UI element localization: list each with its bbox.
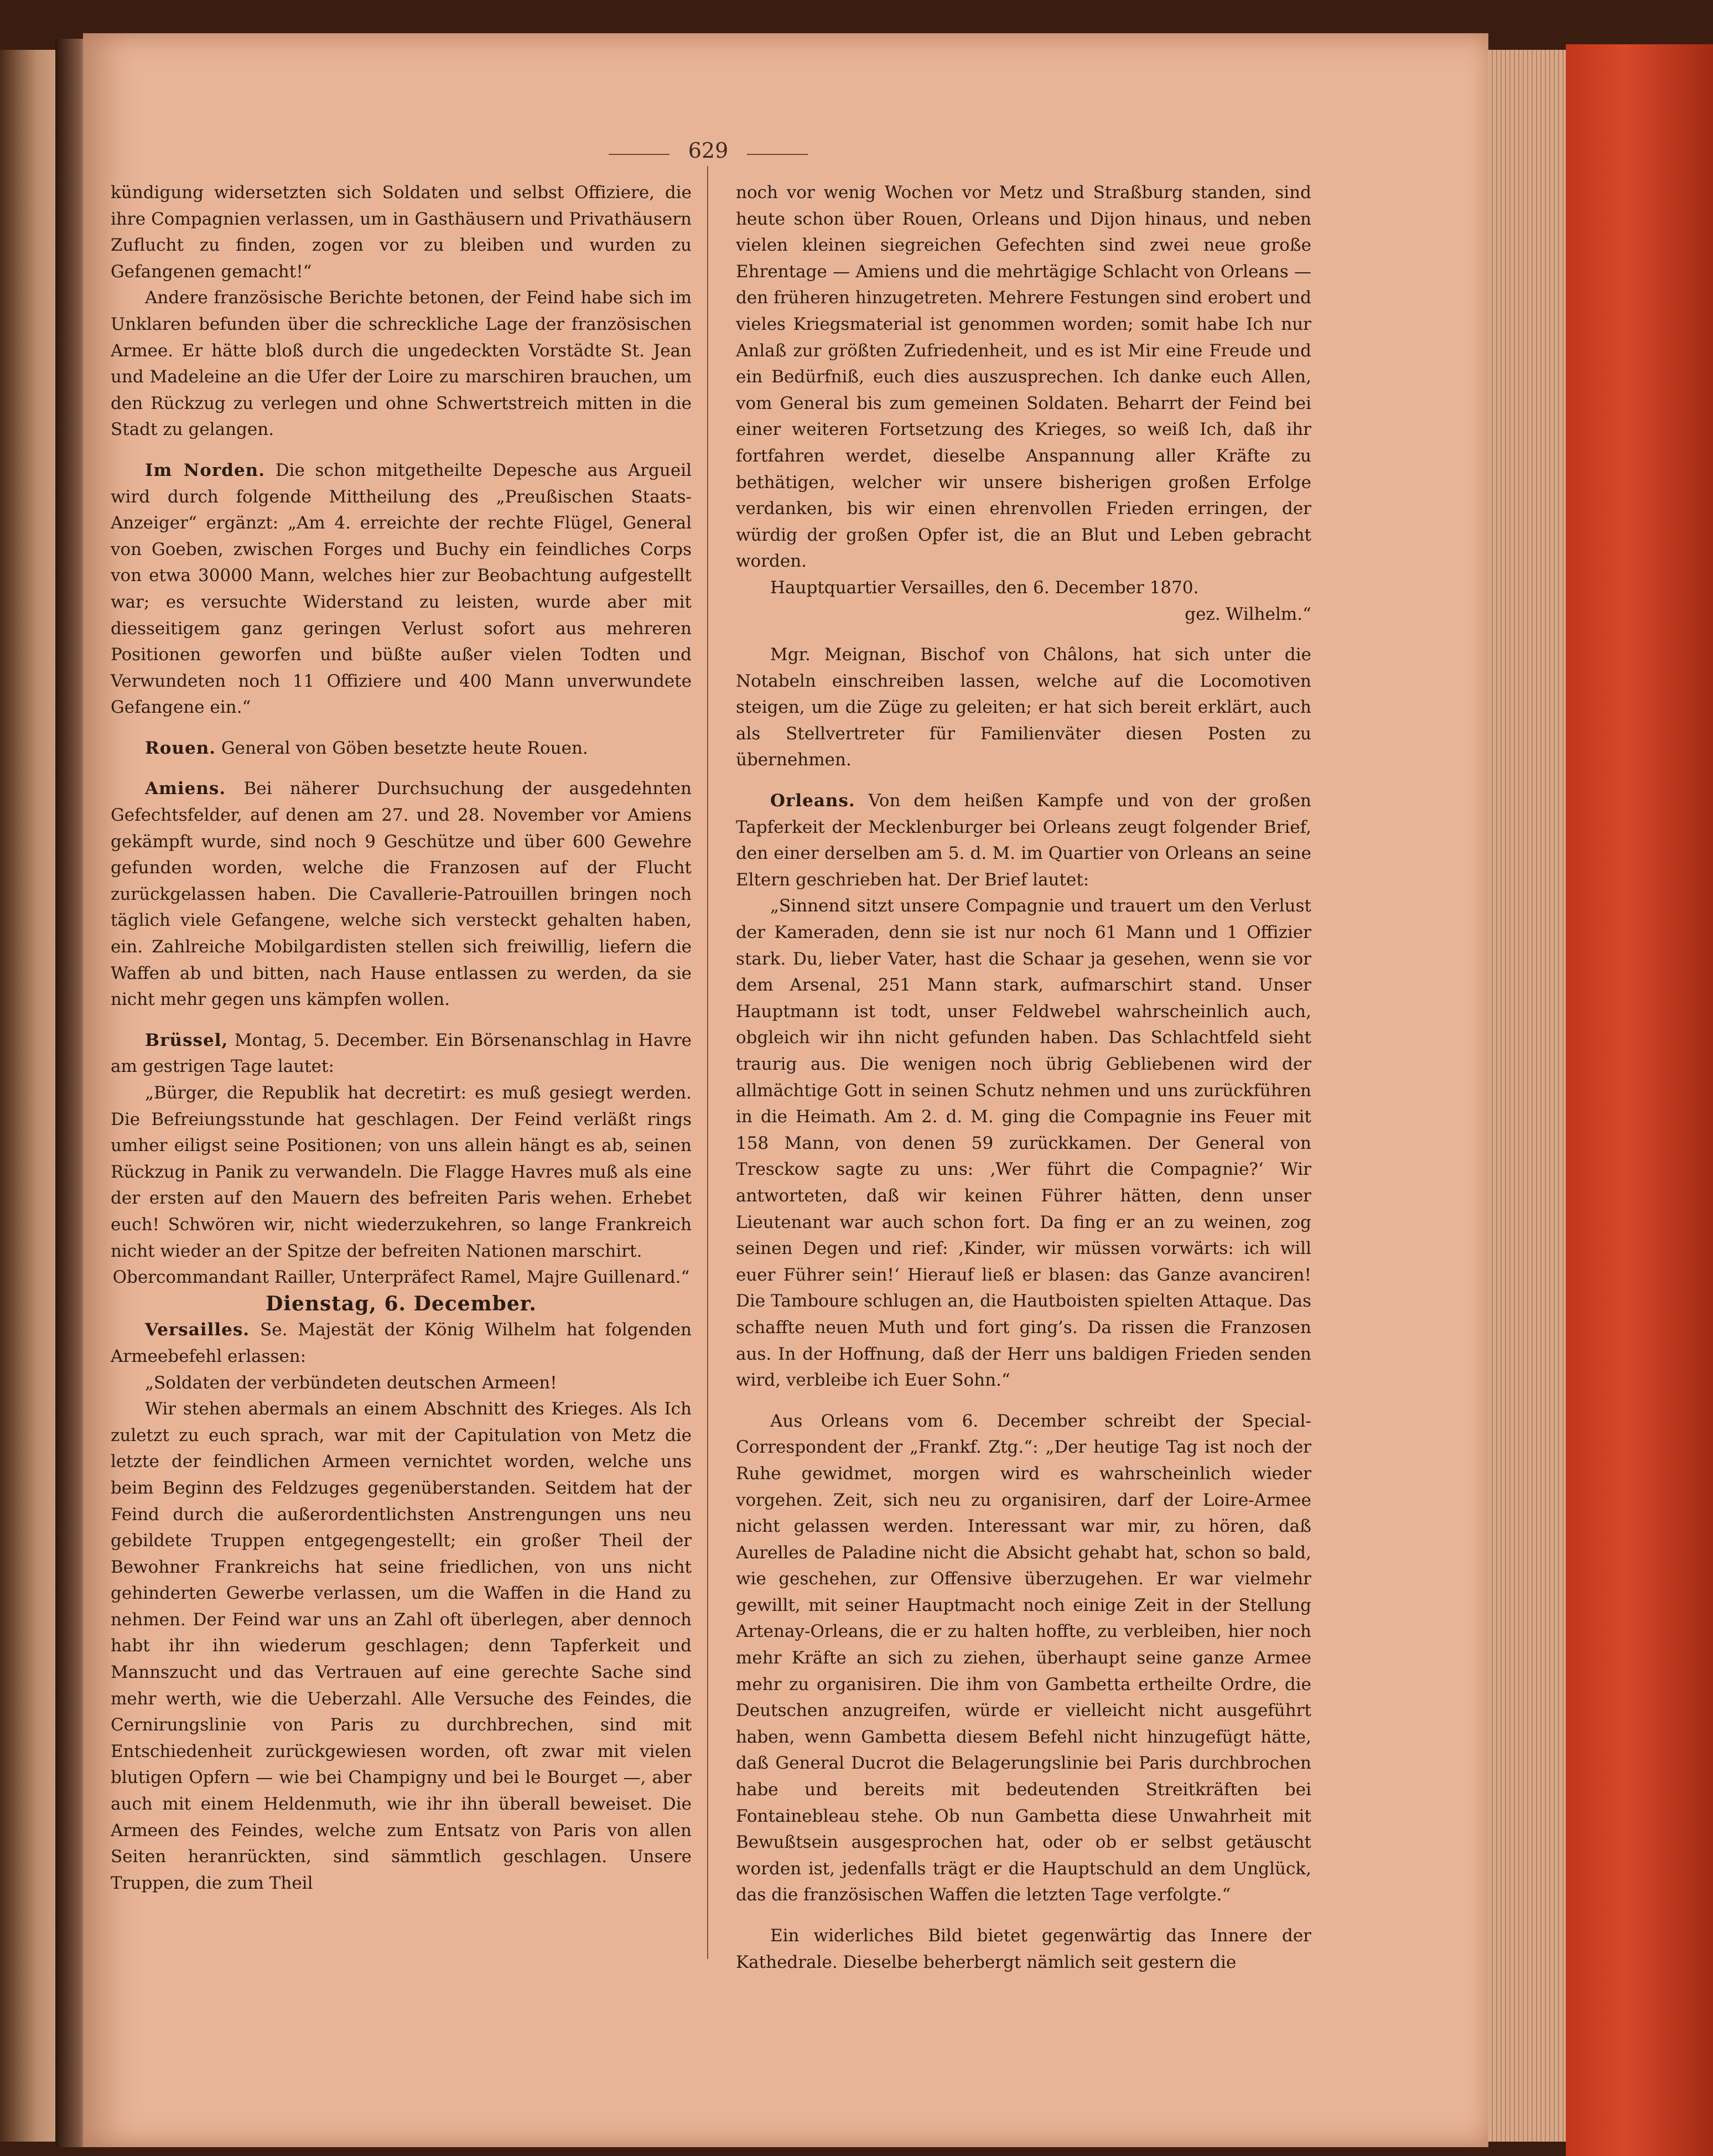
column-divider [707, 166, 708, 1959]
paragraph: Andere französische Berichte betonen, der Feind habe sich im Unklaren befunden über die schreckliche Lage der französischen Armee. Er hätte bloß durch die ungedeckten Vorstädte St. Jean und Madeleine an die Ufer der Loire zu marschiren brauchen, um den Rückzug zu verlegen und ohne Schwertstreich mitten in die Stadt zu gelangen. [111, 288, 692, 440]
quote-heading: „Soldaten der verbündeten deutschen Armeen! [145, 1372, 557, 1393]
section-paragraph [111, 1028, 692, 1080]
red-book-cover [1566, 44, 1713, 2156]
section-paragraph [111, 735, 692, 762]
paragraph: Wir stehen abermals an einem Abschnitt des Krieges. Als Ich zuletzt zu euch sprach, war mit der Capitulation von Metz die letzte der feindlichen Armeen vernichtet worden, welche uns beim Beginn des Feldzuges gegenüberstanden. Seitdem hat der Feind durch die außerordentlichsten Anstrengungen uns neu gebildete Truppen entgegengestellt; ein großer Theil der Bewohner Frankreichs hat seine friedlichen, von uns nicht gehinderten Gewerbe verlassen, um die Waffen in die Hand zu nehmen. Der Feind war uns an Zahl oft überlegen, aber dennoch habt ihr ihn wiederum geschlagen; denn Tapferkeit und Mannszucht und das Vertrauen auf eine gerechte Sache sind mehr werth, wie die Ueberzahl. Alle Versuche des Feindes, die Cernirungslinie von Paris zu durchbrechen, sind mit Entschiedenheit zurückgewiesen worden, oft zwar mit vielen blutigen Opfern — wie bei Champigny und bei le Bourget —, aber auch mit einem Heldenmuth, wie ihr ihn überall beweiset. Die Armeen des Feindes, welche zum Entsatz von Paris von allen Seiten heranrückten, sind sämmtlich geschlagen. Unsere Truppen, die zum Theil [111, 1399, 692, 1893]
quote-paragraph: „Bürger, die Republik hat decretirt: es muß gesiegt werden. Die Befreiungsstunde hat geschlagen. Der Feind verläßt rings umher eiligst seine Positionen; von uns allein hängt es ab, seinen Rückzug in Panik zu verwandeln. Die Flagge Havres muß als eine der ersten auf den Mauern des befreiten Paris wehen. Erhebet euch! Schwören wir, nicht wiederzukehren, so lange Frankreich nicht wieder an der Spitze der befreiten Nationen marschirt. [111, 1083, 692, 1261]
section-text: Von dem heißen Kampfe und von der großen Tapferkeit der Mecklenburger bei Orleans zeugt folgender Brief, den einer derselben am 5. d. M. im Quartier von Orleans an seine Eltern geschrieben hat. Der Brief lautet: [736, 791, 1311, 890]
section-paragraph [111, 776, 692, 1013]
paragraph: Aus Orleans vom 6. December schreibt der Special-Correspondent der „Frankf. Ztg.“: „Der heutige Tag ist noch der Ruhe gewidmet, morgen wird es wahrscheinlich wieder vorgehen. Zeit, sich neu zu organisiren, darf der Loire-Armee nicht gelassen werden. Interessant war mir, zu hören, daß Aurelles de Paladine nicht die Absicht gehabt hat, schon so bald, wie geschehen, zur Offensive überzugehen. Er war vielmehr gewillt, mit seiner Hauptmacht noch einige Zeit in der Stellung Artenay-Orleans, die er zu halten hoffte, zu verbleiben, hier noch mehr Kräfte an sich zu ziehen, überhaupt seine ganze Armee mehr zu organisiren. Die ihm von Gambetta ertheilte Ordre, die Deutschen anzugreifen, würde er vielleicht nicht ausgeführt haben, wenn Gambetta diesem Befehl nicht hinzugefügt hätte, daß General Ducrot die Belagerungslinie bei Paris durchbrochen habe und bereits mit bedeutenden Streitkräften bei Fontainebleau stehe. Ob nun Gambetta diese Unwahrheit mit Bewußtsein ausgesprochen hat, oder ob er selbst getäuscht worden ist, jedenfalls trägt er die Hauptschuld an dem Unglück, das die französischen Waffen die letzten Tage verfolgte.“ [736, 1411, 1311, 1905]
section-text: Montag, 5. December. Ein Börsenanschlag in Havre am gestrigen Tage lautet: [111, 1030, 692, 1077]
left-column [111, 180, 692, 1896]
section-text: General von Göben besetzte heute Rouen. [221, 738, 588, 758]
page-number: 629 [688, 138, 729, 163]
section-heading: Rouen. [145, 738, 216, 758]
section-heading: Versailles. [145, 1320, 250, 1340]
section-text: Se. Majestät der König Wilhelm hat folgenden Armeebefehl erlassen: [111, 1320, 692, 1366]
dateline: Dienstag, 6. December. [266, 1292, 537, 1315]
header-rule-left [609, 154, 669, 155]
section-paragraph [111, 458, 692, 721]
section-text: Die schon mitgetheilte Depesche aus Argueil wird durch folgende Mittheilung des „Preußischen Staats-Anzeiger“ ergänzt: „Am 4. erreichte der rechte Flügel, General von Goeben, zwischen Forges und Buchy ein feindliches Corps von etwa 30000 Mann, welches hier zur Beobachtung aufgestellt war; es versuchte Widerstand zu leisten, wurde aber mit diesseitigem ganz geringen Verlust sofort aus mehreren Positionen geworfen und büßte außer vielen Todten und Verwundeten noch 11 Offiziere und 400 Mann unverwundete Gefangene ein.“ [111, 460, 692, 718]
section-paragraph [111, 1317, 692, 1370]
section-heading: Brüssel, [145, 1030, 229, 1050]
paragraph: Mgr. Meignan, Bischof von Châlons, hat sich unter die Notabeln einschreiben lassen, welche auf die Locomotiven steigen, um die Züge zu geleiten; er hat sich bereit erklärt, auch als Stellvertreter für Familienväter diesen Posten zu übernehmen. [736, 645, 1311, 770]
paragraph: noch vor wenig Wochen vor Metz und Straßburg standen, sind heute schon über Rouen, Orleans und Dijon hinaus, und neben vielen kleinen siegreichen Gefechten sind zwei neue große Ehrentage — Amiens und die mehrtägige Schlacht von Orleans — den früheren hinzugetreten. Mehrere Festungen sind erobert und vieles Kriegsmaterial ist genommen worden; somit habe Ich nur Anlaß zur größten Zufriedenheit, und es ist Mir eine Freude und ein Bedürfniß, euch dies auszusprechen. Ich danke euch Allen, vom General bis zum gemeinen Soldaten. Beharrt der Feind bei einer weiteren Fortsetzung des Krieges, so weiß Ich, daß ihr fortfahren werdet, dieselbe Anspannung aller Kräfte zu bethätigen, welcher wir unsere bisherigen großen Erfolge verdanken, bis wir einen ehrenvollen Frieden erringen, der würdig der großen Opfer ist, die an Blut und Leben gebracht worden. [736, 183, 1311, 572]
section-paragraph [736, 788, 1311, 893]
right-column [736, 180, 1311, 1976]
quote-paragraph: „Sinnend sitzt unsere Compagnie und trauert um den Verlust der Kameraden, denn sie ist nur noch 61 Mann und 1 Offizier stark. Du, lieber Vater, hast die Schaar ja gesehen, wenn sie vor dem Arsenal, 251 Mann stark, aufmarschirt stand. Unser Hauptmann ist todt, unser Feldwebel wahrscheinlich auch, obgleich wir ihn nicht gefunden haben. Das Schlachtfeld sieht traurig aus. Die wenigen noch übrig Gebliebenen wird der allmächtige Gott in seinen Schutz nehmen und uns zurückführen in die Heimath. Am 2. d. M. ging die Compagnie ins Feuer mit 158 Mann, von denen 59 zurückkamen. Der General von Tresckow sagte zu uns: ‚Wer führt die Compagnie?‘ Wir antworteten, daß wir keinen Führer hätten, denn unser Lieutenant war auch schon fort. Da fing er an zu weinen, zog seinen Degen und rief: ‚Kinder, wir müssen vorwärts: ich will euer Führer sein!‘ Hierauf ließ er blasen: das Ganze avanciren! Die Tamboure schlugen an, die Hautboisten spielten Attaque. Das schaffte neuen Muth und fort ging’s. Da rissen die Franzosen aus. In der Hoffnung, daß der Herr uns baldigen Frieden senden wird, verbleibe ich Euer Sohn.“ [736, 896, 1311, 1391]
section-heading: Orleans. [770, 791, 855, 811]
page-stack-edge [1488, 50, 1566, 2142]
dateline-signature: Hauptquartier Versailles, den 6. December 1870. [770, 577, 1199, 598]
signature: gez. Wilhelm.“ [1185, 604, 1311, 624]
paragraph: kündigung widersetzten sich Soldaten und selbst Offiziere, die ihre Compagnien verlassen, um in Gasthäusern und Privathäusern Zuflucht zu finden, zogen vor zu bleiben und wurden zu Gefangenen gemacht!“ [111, 183, 692, 282]
section-text: Bei näherer Durchsuchung der ausgedehnten Gefechtsfelder, auf denen am 27. und 28. November vor Amiens gekämpft wurde, sind noch 9 Geschütze und über 600 Gewehre gefunden worden, welche die Franzosen auf der Flucht zurückgelassen haben. Die Cavallerie-Patrouillen bringen noch täglich viele Gefangene, welche sich versteckt gehalten haben, ein. Zahlreiche Mobilgardisten stellen sich freiwillig, liefern die Waffen ab und bitten, nach Hause entlassen zu werden, da sie nicht mehr gegen uns kämpfen wollen. [111, 779, 692, 1010]
section-heading: Im Norden. [145, 460, 266, 480]
paragraph: Ein widerliches Bild bietet gegenwärtig das Innere der Kathedrale. Dieselbe beherbergt nämlich seit gestern die [736, 1926, 1311, 1972]
section-heading: Amiens. [145, 779, 226, 799]
signature: Obercommandant Railler, Unterpräfect Ramel, Majre Guillenard.“ [112, 1267, 690, 1288]
header-rule-right [747, 154, 808, 155]
